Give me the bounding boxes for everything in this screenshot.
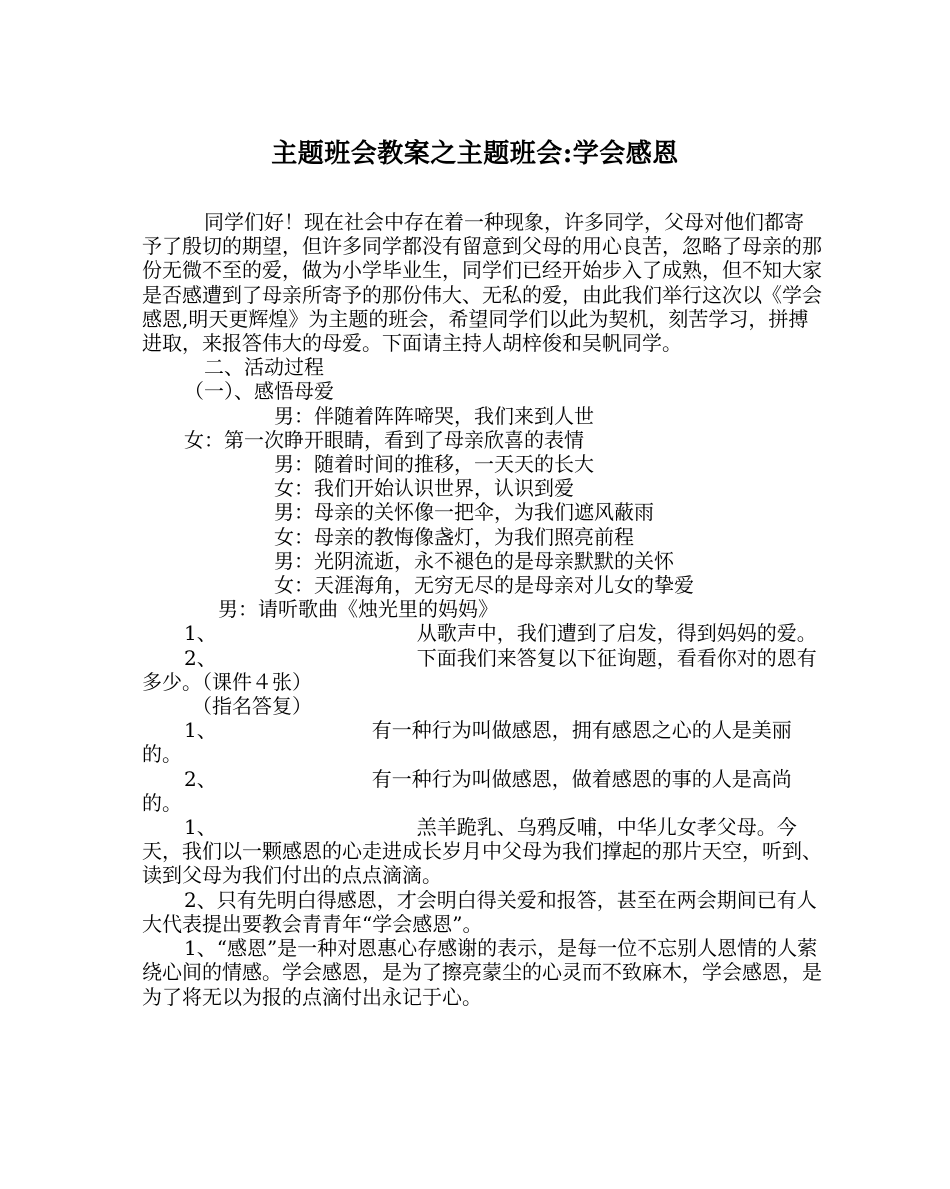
list-item: [142, 815, 822, 888]
list-item: [142, 621, 822, 645]
intro-paragraph: 同学们好！现在社会中存在着一种现象，许多同学，父母对他们都寄予了殷切的期望，但许多同学都没有留意到父母的用心良苦，忽略了母亲的那份无微不至的爱，做为小学毕业生，同学们已经开始步入了成熟，但不知大家是否感遭到了母亲所寄予的那份伟大、无私的爱，由此我们举行这次以《学会感恩,明天更辉煌》为主题的班会，希望同学们以此为契机，刻苦学习，拼搏进取，来报答伟大的母爱。下面请主持人胡梓俊和吴帆同学。: [142, 210, 822, 356]
list-item: [142, 767, 822, 815]
item-text: 有一种行为叫做感恩，拥有感恩之心的人是美丽的。: [142, 718, 792, 767]
document-title: 主题班会教案之主题班会:学会感恩: [271, 139, 679, 169]
list-item: [142, 718, 822, 766]
item-text: 下面我们来答复以下征询题，看看你对的恩有多少。（课件４张）: [142, 645, 817, 694]
item-number: 1、: [184, 621, 217, 646]
dialogue-line: 女：我们开始认识世界，认识到爱: [274, 476, 574, 501]
song-line: 男：请听歌曲《烛光里的妈妈》: [218, 597, 498, 622]
document-body: [142, 210, 822, 1009]
body-paragraph: 1、“感恩”是一种对恩惠心存感谢的表示，是每一位不忘别人恩情的人萦绕心间的情感。学会感恩，是为了擦亮蒙尘的心灵而不致麻木，学会感恩，是为了将无以为报的点滴付出永记于心。: [142, 936, 822, 1009]
body-paragraph: 2、只有先明白得感恩，才会明白得关爱和报答，甚至在两会期间已有人大代表提出要教会青青年“学会感恩”。: [142, 887, 817, 936]
item-text: 从歌声中，我们遭到了启发，得到妈妈的爱。: [416, 621, 817, 646]
subsection-heading: （一）、感悟母爱: [184, 379, 334, 404]
item-number: 1、: [184, 815, 217, 840]
item-number: 1、: [184, 718, 217, 743]
item-text: 羔羊跪乳、乌鸦反哺，中华儿女孝父母。今天，我们以一颗感恩的心走进成长岁月中父母为我们撑起的那片天空，听到、读到父母为我们付出的点点滴滴。: [142, 815, 822, 888]
item-number: 2、: [184, 766, 217, 791]
item-number: 2、: [184, 645, 217, 670]
item-text: 有一种行为叫做感恩，做着感恩的事的人是高尚的。: [142, 766, 792, 815]
dialogue-line: 女：母亲的教悔像盏灯，为我们照亮前程: [274, 524, 634, 549]
dialogue-line: 男：随着时间的推移，一天天的长大: [274, 452, 594, 477]
dialogue-line: 男：伴随着阵阵啼哭，我们来到人世: [274, 403, 594, 428]
list-item: [142, 646, 822, 694]
dialogue-line: 女：天涯海角，无穷无尽的是母亲对儿女的挚爱: [274, 573, 694, 598]
dialogue-line: 男：光阴流逝，永不褪色的是母亲默默的关怀: [274, 548, 674, 573]
answer-note: （指名答复）: [192, 694, 312, 719]
dialogue-line: 男：母亲的关怀像一把伞，为我们遮风蔽雨: [274, 500, 654, 525]
dialogue-line: 女：第一次睁开眼睛，看到了母亲欣喜的表情: [184, 427, 584, 452]
section-heading: 二、活动过程: [204, 355, 324, 380]
